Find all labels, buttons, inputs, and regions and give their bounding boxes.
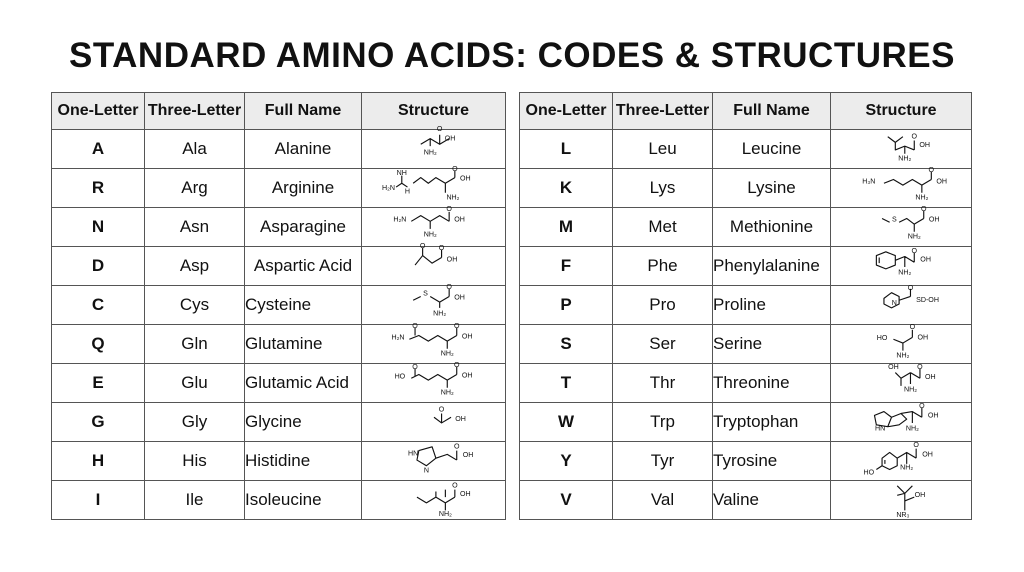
one-letter-code: D [52,247,145,286]
structure-diagram [841,204,961,245]
table-row [52,325,506,364]
structure-diagram [841,362,961,401]
structure-diagram [374,125,494,167]
full-name: Alanine [245,130,362,169]
one-letter-code: C [52,286,145,325]
table-row [52,481,506,520]
full-name: Leucine [713,130,831,169]
table-row [520,247,972,286]
bond-lines [897,486,914,511]
atom-label: OH [459,174,471,183]
table-row [520,286,972,325]
three-letter-code: Asp [145,247,245,286]
atom-label: OH [888,362,899,371]
atom-label: HO [394,372,405,381]
atom-label: O [907,283,914,292]
structure-cell [362,360,506,403]
three-letter-code: Thr [613,364,713,403]
three-letter-code: Ser [613,325,713,364]
atom-label: HN [407,449,418,458]
full-name: Arginine [245,169,362,208]
amino-table-left [51,92,506,520]
atom-label: OH [453,293,465,302]
header-row [520,93,972,130]
bond-lines [882,211,924,232]
atom-label: NH₂ [915,193,929,202]
structure-cell [362,125,506,169]
atom-label: H₂N [392,215,406,224]
atom-label: O [917,362,923,371]
one-letter-code: E [52,364,145,403]
structure-diagram [374,242,494,284]
bond-lines [434,413,451,422]
full-name: Serine [713,325,831,364]
full-name: Methionine [713,208,831,247]
full-name: Asparagine [245,208,362,247]
atom-label: NH₂ [432,309,446,318]
atom-label: OH [936,177,948,186]
atom-label: S [422,289,428,298]
header-one-letter: One-Letter [52,93,145,130]
full-name: Glutamine [245,325,362,364]
structure-cell [831,283,972,325]
table-row [520,442,972,481]
bond-lines [413,289,449,308]
atom-label: HO [876,334,888,343]
atom-label: NH₂ [445,193,459,202]
atom-label: OH [919,141,931,150]
atom-label: O [445,282,452,291]
atom-label: NH₂ [907,232,921,241]
atom-label: NR₃ [896,511,910,520]
atom-label: NH₂ [905,424,919,433]
table-row [520,403,972,442]
structure-cell [831,364,972,403]
atom-label: O [920,204,927,213]
header-structure: Structure [831,93,972,130]
atom-label: NH [396,168,407,177]
atom-label: N [891,299,897,307]
structure-cell [831,247,972,286]
three-letter-code: Leu [613,130,713,169]
full-name: Cysteine [245,286,362,325]
table-row [52,169,506,208]
atom-label: OH [928,215,940,224]
full-name: Isoleucine [245,481,362,520]
atom-label: O [453,442,460,451]
atom-label: O [438,405,444,414]
atom-label: O [911,132,918,141]
atom-label: O [438,243,444,252]
atom-label: OH [914,491,926,500]
atom-label: O [436,125,442,133]
atom-label: OH [444,134,455,143]
structure-cell [362,164,506,208]
three-letter-code: Pro [613,286,713,325]
full-name: Tryptophan [713,403,831,442]
three-letter-code: His [145,442,245,481]
atom-label: O [451,481,458,490]
atom-label: O [411,362,418,371]
bond-lines [893,330,912,351]
structure-diagram [374,482,494,518]
three-letter-code: Ile [145,481,245,520]
atom-label: S [892,215,897,224]
one-letter-code: R [52,169,145,208]
full-name: Lysine [713,169,831,208]
atom-label: OH [927,411,939,420]
three-letter-code: Asn [145,208,245,247]
structure-diagram [841,165,961,206]
three-letter-code: Trp [613,403,713,442]
structure-cell [831,481,972,520]
amino-table-right [519,92,972,520]
structure-diagram [841,482,961,518]
one-letter-code: H [52,442,145,481]
three-letter-code: Glu [145,364,245,403]
structure-cell [362,242,506,286]
atom-label: O [411,321,418,330]
one-letter-code: W [520,403,613,442]
atom-label: NH₂ [423,148,437,157]
atom-label: H₂N [381,183,395,192]
atom-label: NH₂ [440,388,454,397]
atom-label: O [419,242,425,250]
structure-cell [362,321,506,364]
atom-label: N [423,466,429,475]
three-letter-code: Ala [145,130,245,169]
bond-lines [895,369,920,386]
atom-label: H [404,187,410,196]
structure-cell [831,130,972,169]
bond-lines [416,447,456,466]
atom-label: O [913,440,919,449]
table-row [52,403,506,442]
three-letter-code: Met [613,208,713,247]
atom-label: NH₂ [900,463,914,472]
structure-cell [362,204,506,247]
header-three-letter: Three-Letter [613,93,713,130]
table-row [520,364,972,403]
structure-cell [831,442,972,481]
three-letter-code: Val [613,481,713,520]
atom-label: H₃N [862,177,876,186]
bond-lines [884,289,911,308]
atom-label: O [909,322,916,331]
three-letter-code: Tyr [613,442,713,481]
table-row [52,208,506,247]
header-full-name: Full Name [245,93,362,130]
atom-label: NH₂ [440,349,454,358]
bond-lines [884,172,931,193]
atom-label: OH [920,255,931,264]
one-letter-code: L [520,130,613,169]
structure-cell [362,442,506,481]
table-row [520,130,972,169]
structure-diagram [374,282,494,323]
structure-diagram [374,321,494,362]
atom-label: HN [875,424,886,433]
bond-lines [411,367,456,388]
full-name: Proline [713,286,831,325]
atom-label: OH [917,333,929,342]
structure-cell [362,403,506,442]
atom-label: HO [863,468,875,477]
structure-diagram [374,443,494,479]
structure-diagram [374,164,494,206]
full-name: Aspartic Acid [245,247,362,286]
three-letter-code: Gln [145,325,245,364]
table-row [520,169,972,208]
atom-label: H₂N [391,333,404,342]
bond-lines [411,212,449,229]
structure-cell [362,481,506,520]
atom-label: SD-OH [916,296,939,305]
structure-diagram [841,248,961,284]
structure-diagram [841,401,961,440]
table-row [52,286,506,325]
page-title: STANDARD AMINO ACIDS: CODES & STRUCTURES [69,36,955,75]
bond-lines [409,328,456,349]
header-structure: Structure [362,93,506,130]
atom-label: OH [461,371,472,380]
one-letter-code: Q [52,325,145,364]
three-letter-code: Arg [145,169,245,208]
three-letter-code: Cys [145,286,245,325]
one-letter-code: M [520,208,613,247]
structure-diagram [374,360,494,401]
table-row [520,208,972,247]
atom-label: O [928,165,935,174]
atom-label: O [453,360,460,369]
structure-cell [362,282,506,325]
atom-label: OH [453,215,465,224]
atom-label: OH [925,373,936,382]
table-row [52,364,506,403]
table-row [52,130,506,169]
table-row [520,481,972,520]
bond-lines [416,490,454,511]
full-name: Histidine [245,442,362,481]
one-letter-code: I [52,481,145,520]
header-row [52,93,506,130]
atom-label: O [445,204,452,213]
three-letter-code: Lys [613,169,713,208]
structure-diagram [374,404,494,440]
one-letter-code: N [52,208,145,247]
full-name: Phenylalanine [713,247,831,286]
one-letter-code: F [520,247,613,286]
header-three-letter: Three-Letter [145,93,245,130]
atom-label: OH [446,255,457,264]
one-letter-code: Y [520,442,613,481]
full-name: Tyrosine [713,442,831,481]
atom-label: NH₂ [438,510,452,519]
atom-label: OH [459,490,471,499]
three-letter-code: Phe [613,247,713,286]
atom-label: NH₂ [898,268,912,277]
bond-lines [888,137,915,154]
atom-label: NH₂ [898,154,912,163]
atom-label: NH₂ [423,230,437,239]
three-letter-code: Gly [145,403,245,442]
one-letter-code: S [520,325,613,364]
structure-cell [831,165,972,208]
header-full-name: Full Name [713,93,831,130]
full-name: Glycine [245,403,362,442]
header-one-letter: One-Letter [520,93,613,130]
atom-label: OH [922,450,933,459]
atom-label: OH [461,332,472,341]
atom-label: OH [454,415,466,424]
bond-lines [415,248,442,265]
one-letter-code: T [520,364,613,403]
table-row [52,442,506,481]
atom-label: NH₂ [903,385,917,394]
table-row [52,247,506,286]
atom-label: O [453,321,460,330]
structure-cell [831,204,972,247]
structure-cell [831,403,972,442]
structure-diagram [841,440,961,479]
atom-label: O [451,164,458,173]
structure-diagram [841,283,961,323]
structure-diagram [841,322,961,362]
bond-lines [876,252,914,269]
structure-diagram [374,204,494,245]
one-letter-code: K [520,169,613,208]
one-letter-code: G [52,403,145,442]
structure-diagram [841,131,961,167]
atom-label: OH [462,451,473,460]
atom-label: NH₂ [896,351,910,360]
one-letter-code: A [52,130,145,169]
atom-label: O [911,246,918,255]
full-name: Valine [713,481,831,520]
full-name: Threonine [713,364,831,403]
full-name: Glutamic Acid [245,364,362,403]
structure-cell [831,322,972,364]
table-row [520,325,972,364]
one-letter-code: P [520,286,613,325]
one-letter-code: V [520,481,613,520]
atom-label: O [919,401,925,410]
